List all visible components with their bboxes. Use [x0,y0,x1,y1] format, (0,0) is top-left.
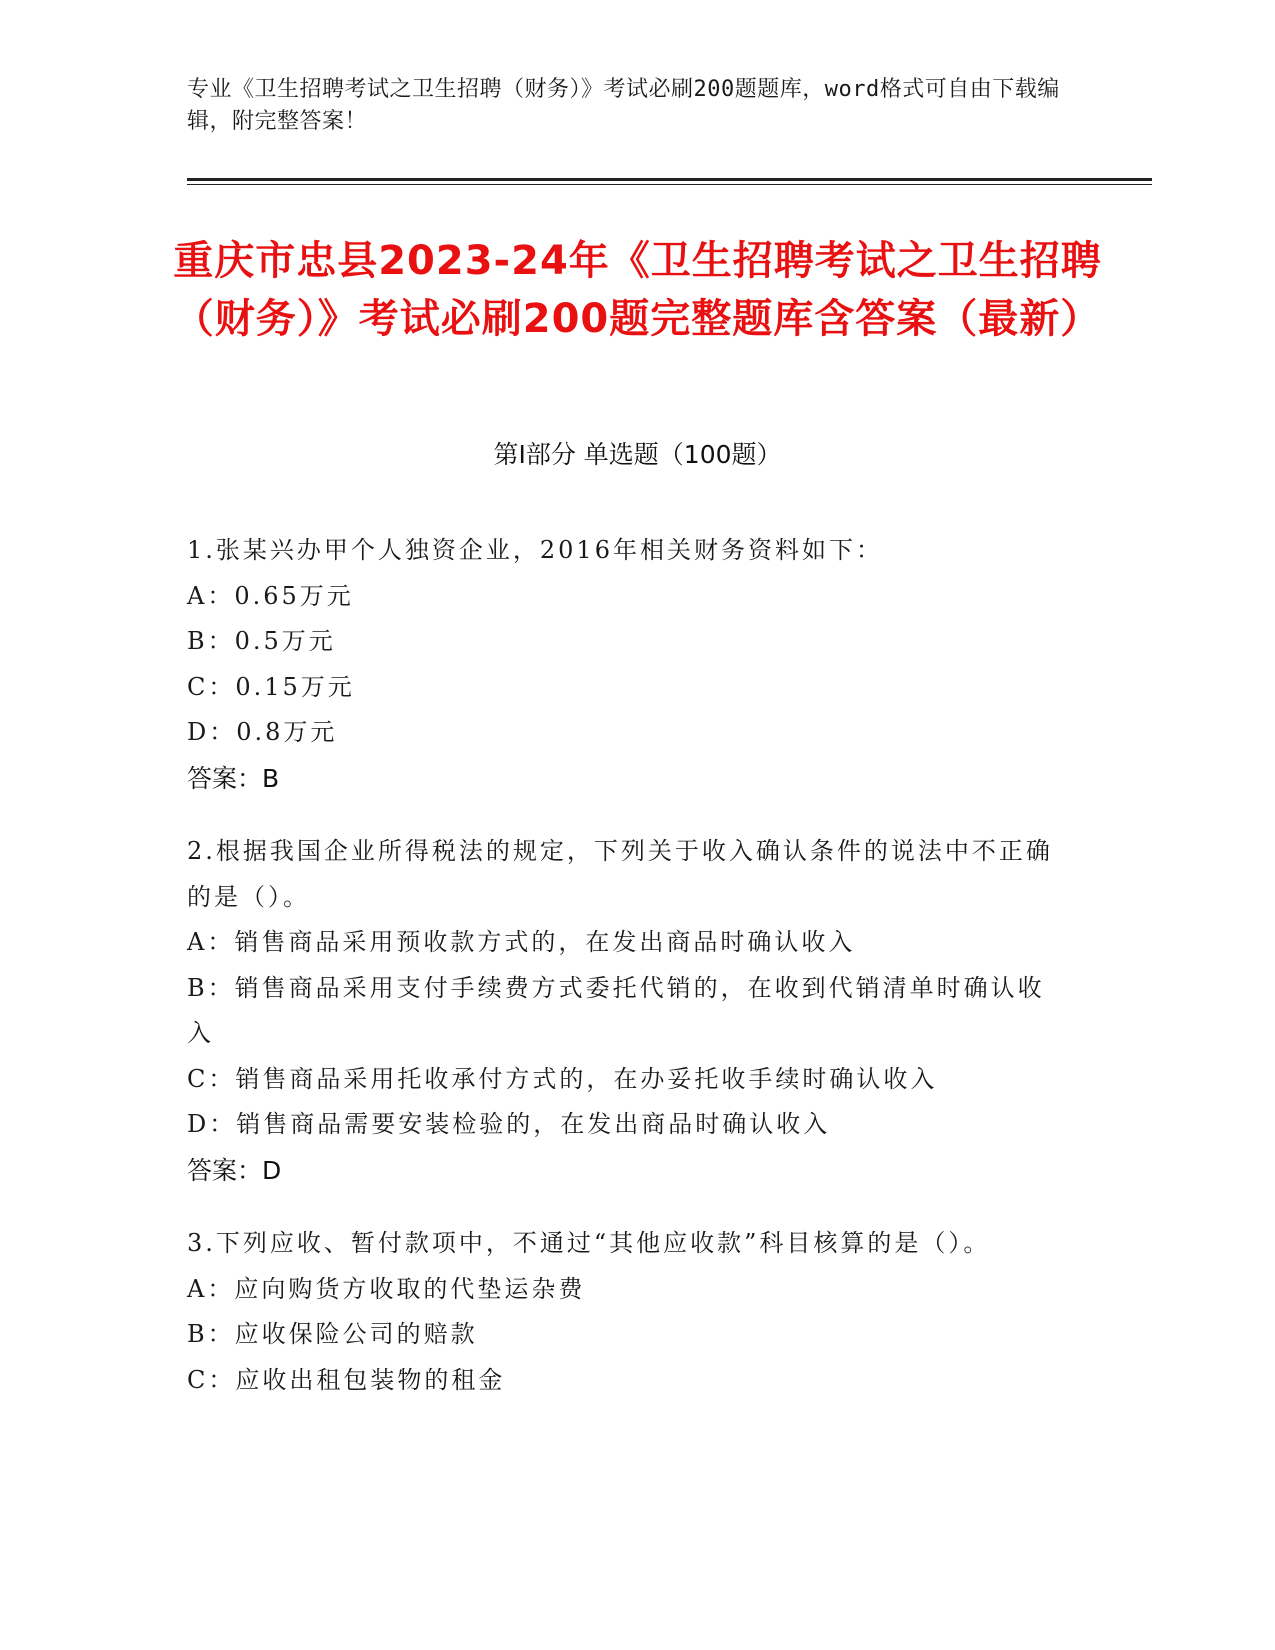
option-c: C：销售商品采用托收承付方式的，在办妥托收手续时确认收入 [187,1064,938,1093]
question-item [187,528,1067,801]
header-divider-thin [187,184,1152,185]
question-item [187,1221,1067,1403]
header-note: 专业《卫生招聘考试之卫生招聘（财务）》考试必刷200题题库，word格式可自由下载编辑，附完整答案！ [187,77,1060,134]
option-d: D：销售商品需要安装检验的，在发出商品时确认收入 [187,1110,831,1138]
document-title: 重庆市忠县2023-24年《卫生招聘考试之卫生招聘（财务）》考试必刷200题完整题库含答案（最新） [173,238,1102,342]
question-stem: 2.根据我国企业所得税法的规定，下列关于收入确认条件的说法中不正确的是（）。 [187,837,1053,911]
answer-label: 答案：D [187,1155,282,1185]
answer-label: 答案：B [187,763,280,793]
option-c: C：0.15万元 [187,672,355,701]
option-b: B：销售商品采用支付手续费方式委托代销的，在收到代销清单时确认收入 [187,973,1045,1047]
question-stem: 1.张某兴办甲个人独资企业，2016年相关财务资料如下： [187,536,883,564]
option-c: C：应收出租包装物的租金 [187,1365,506,1394]
option-a: A：应向购货方收取的代垫运杂费 [187,1274,586,1303]
header-divider-thick [187,178,1152,181]
option-b: B：0.5万元 [187,627,336,655]
option-a: A：销售商品采用预收款方式的，在发出商品时确认收入 [187,928,856,956]
question-list [187,528,1067,1431]
option-d: D：0.8万元 [187,718,338,746]
question-item [187,829,1067,1193]
option-b: B：应收保险公司的赔款 [187,1320,478,1348]
option-a: A：0.65万元 [187,581,354,610]
question-stem: 3.下列应收、暂付款项中，不通过“其他应收款”科目核算的是（）。 [187,1229,991,1257]
section-heading: 第Ⅰ部分 单选题（100题） [493,440,782,469]
